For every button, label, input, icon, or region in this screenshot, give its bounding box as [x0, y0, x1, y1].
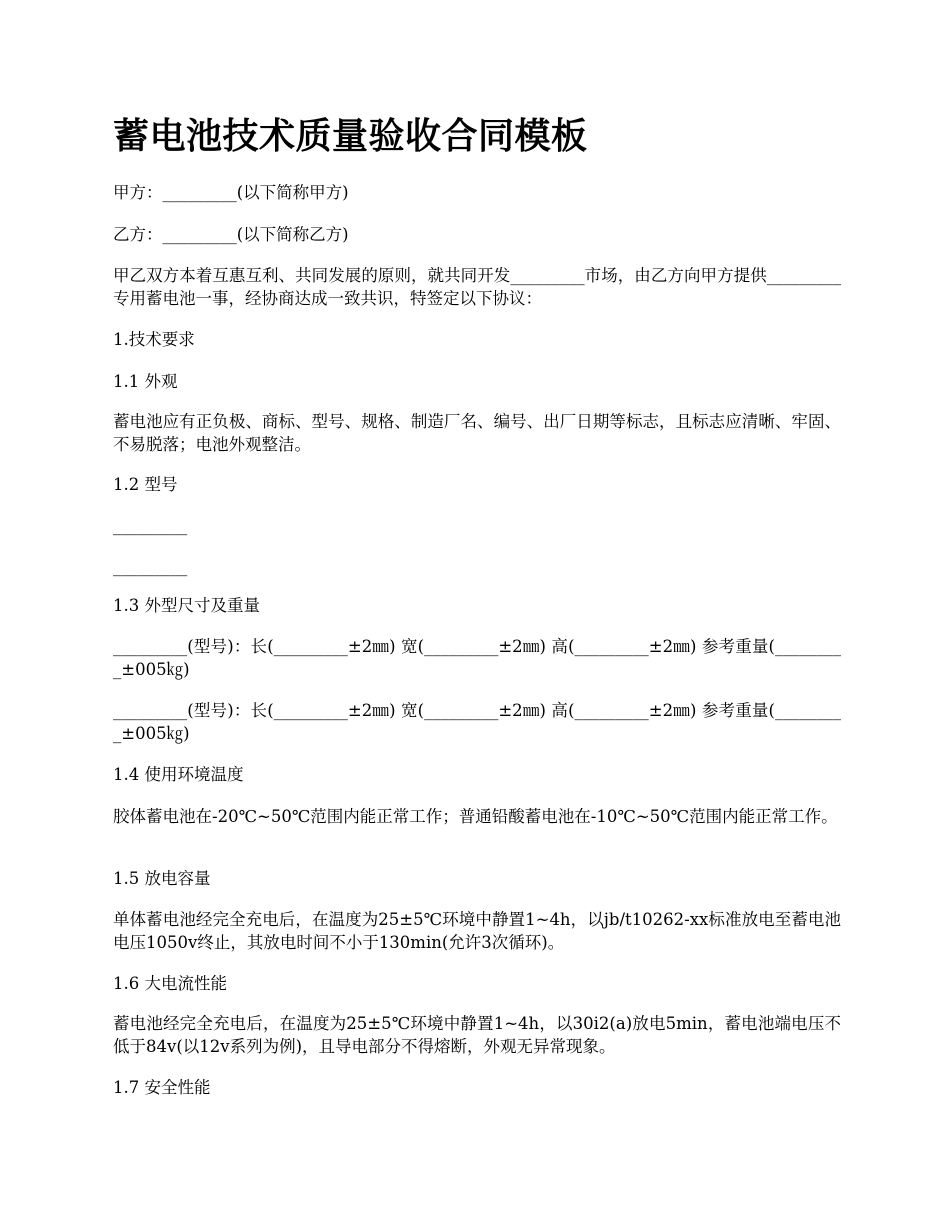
blank-line: _________ — [113, 516, 188, 535]
dimension-line: _________(型号)：长(_________±2㎜) 宽(_________±2㎜) 高(_________±2㎜) 参考重量(_________±005㎏) — [113, 701, 841, 743]
subsection-heading: 1.3 外型尺寸及重量 — [113, 596, 260, 615]
party-b-line: 乙方：_________(以下简称乙方) — [113, 225, 349, 244]
subsection-heading: 1.5 放电容量 — [113, 869, 211, 888]
preamble-paragraph: 甲乙双方本着互惠互利、共同发展的原则，就共同开发_________市场，由乙方向甲方提供_________专用蓄电池一事，经协商达成一致共识，特签定以下协议： — [113, 266, 841, 308]
subsection-heading: 1.6 大电流性能 — [113, 974, 227, 993]
document-title: 蓄电池技术质量验收合同模板 — [113, 115, 588, 157]
subsection-heading: 1.1 外观 — [113, 372, 178, 391]
body-paragraph: 蓄电池应有正负极、商标、型号、规格、制造厂名、编号、出厂日期等标志，且标志应清晰、牢固、不易脱落；电池外观整洁。 — [113, 412, 841, 454]
section-heading: 1.技术要求 — [113, 330, 195, 349]
subsection-heading: 1.7 安全性能 — [113, 1078, 211, 1097]
party-a-line: 甲方：_________(以下简称甲方) — [113, 183, 349, 202]
subsection-heading: 1.4 使用环境温度 — [113, 765, 244, 784]
body-paragraph: 单体蓄电池经完全充电后，在温度为25±5℃环境中静置1~4h，以jb/t10262-xx标准放电至蓄电池电压1050v终止，其放电时间不小于130min(允许3次循环)。 — [113, 910, 841, 952]
body-paragraph: 蓄电池经完全充电后，在温度为25±5℃环境中静置1~4h，以30i2(a)放电5min，蓄电池端电压不低于84v(以12v系列为例)，且导电部分不得熔断，外观无异常现象。 — [113, 1014, 841, 1056]
blank-line: _________ — [113, 557, 188, 576]
dimension-line: _________(型号)：长(_________±2㎜) 宽(_________±2㎜) 高(_________±2㎜) 参考重量(_________±005㎏) — [113, 637, 841, 679]
subsection-heading: 1.2 型号 — [113, 475, 178, 494]
body-paragraph: 胶体蓄电池在-20℃~50℃范围内能正常工作；普通铅酸蓄电池在-10℃~50℃范围内能正常工作。 — [113, 807, 838, 826]
